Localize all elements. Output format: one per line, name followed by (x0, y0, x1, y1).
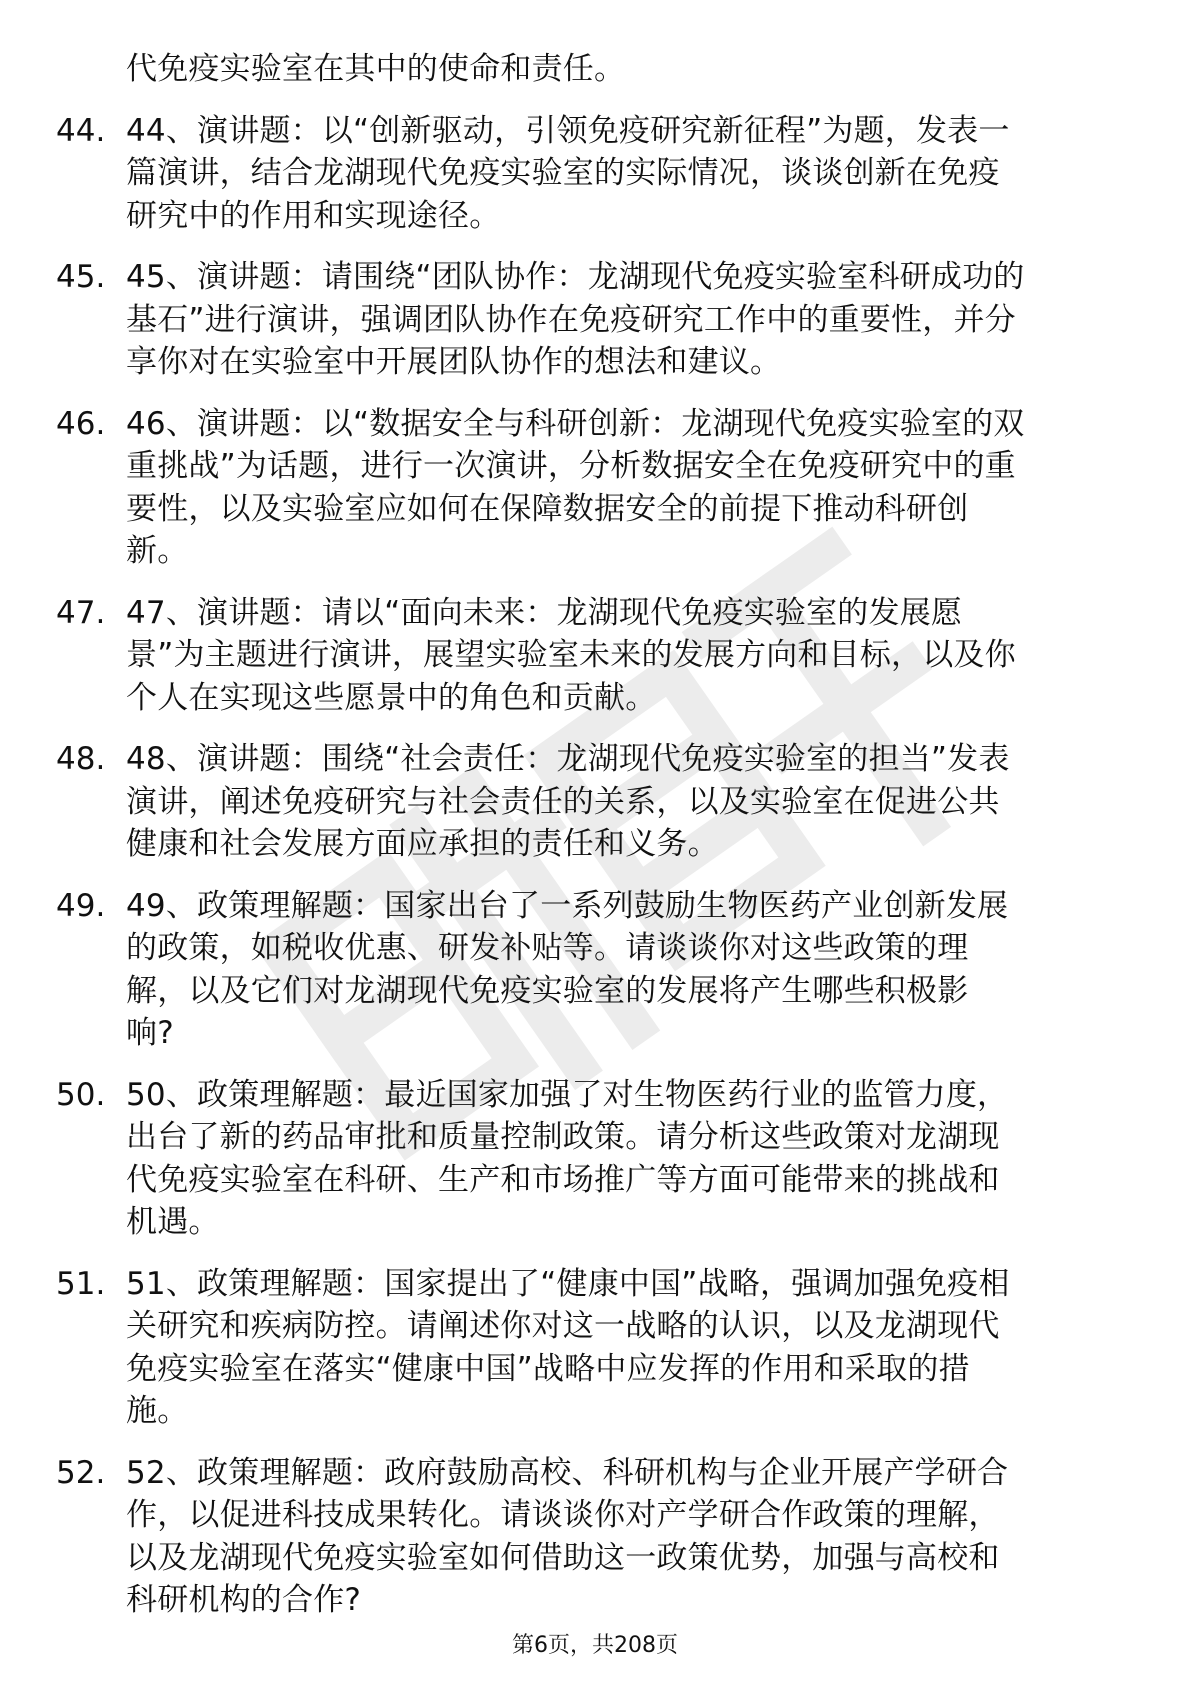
item-number: 45. (56, 259, 106, 295)
text-line: 49、政策理解题：国家出台了一系列鼓励生物医药产业创新发展 (126, 887, 1009, 924)
text-line: 50、政策理解题：最近国家加强了对生物医药行业的监管力度， (126, 1076, 1009, 1113)
text-line: 45、演讲题：请围绕“团队协作：龙湖现代免疫实验室科研成功的 (126, 259, 1025, 295)
text-line: 健康和社会发展方面应承担的责任和义务。 (126, 826, 719, 862)
item-number: 49. (56, 887, 106, 924)
list-item-46 (0, 403, 1126, 573)
item-number: 50. (56, 1076, 106, 1113)
text-line: 响? (126, 1015, 174, 1051)
item-number: 51. (56, 1265, 106, 1302)
text-line: 代免疫实验室在科研、生产和市场推广等方面可能带来的挑战和 (126, 1161, 1000, 1198)
text-line: 44、演讲题：以“创新驱动，引领免疫研究新征程”为题，发表一 (126, 112, 1010, 149)
list-item-45 (0, 256, 1126, 384)
text-line: 要性，以及实验室应如何在保障数据安全的前提下推动科研创 (126, 490, 969, 527)
text-line: 个人在实现这些愿景中的角色和贡献。 (126, 679, 657, 716)
text-line: 篇演讲，结合龙湖现代免疫实验室的实际情况，谈谈创新在免疫 (126, 155, 1000, 191)
list-item-51 (0, 1263, 1126, 1433)
text-line: 享你对在实验室中开展团队协作的想法和建议。 (126, 344, 782, 380)
text-line: 以及龙湖现代免疫实验室如何借助这一政策优势，加强与高校和 (126, 1539, 1000, 1576)
text-line: 解，以及它们对龙湖现代免疫实验室的发展将产生哪些积极影 (126, 972, 969, 1009)
list-item-47 (0, 592, 1126, 720)
list-item-49 (0, 885, 1126, 1055)
list-item-50 (0, 1074, 1126, 1244)
page-footer (0, 1631, 1190, 1661)
item-number: 47. (56, 594, 106, 631)
text-line: 基石”进行演讲，强调团队协作在免疫研究工作中的重要性，并分 (126, 301, 1016, 338)
text-line: 52、政策理解题：政府鼓励高校、科研机构与企业开展产学研合 (126, 1454, 1009, 1491)
text-line: 新。 (126, 533, 189, 569)
text-line: 关研究和疾病防控。请阐述你对这一战略的认识，以及龙湖现代 (126, 1308, 1000, 1344)
list-item-44 (0, 110, 1126, 238)
page-number-label: 第6页，共208页 (512, 1633, 678, 1658)
text-line: 施。 (126, 1393, 189, 1429)
text-line: 科研机构的合作? (126, 1582, 362, 1618)
document-content (0, 48, 1190, 1622)
text-line: 景”为主题进行演讲，展望实验室未来的发展方向和目标，以及你 (126, 637, 1016, 673)
text-line: 46、演讲题：以“数据安全与科研创新：龙湖现代免疫实验室的双 (126, 405, 1025, 442)
text-line: 演讲，阐述免疫研究与社会责任的关系，以及实验室在促进公共 (126, 783, 1000, 820)
continuation-text (126, 48, 1126, 91)
text-line: 出台了新的药品审批和质量控制政策。请分析这些政策对龙湖现 (126, 1119, 1000, 1155)
text-line: 代免疫实验室在其中的使命和责任。 (126, 51, 626, 87)
item-number: 48. (56, 741, 106, 777)
list-item-48 (0, 738, 1126, 866)
item-number: 44. (56, 112, 106, 149)
item-number: 52. (56, 1454, 106, 1491)
text-line: 免疫实验室在落实“健康中国”战略中应发挥的作用和采取的措 (126, 1350, 970, 1387)
text-line: 重挑战”为话题，进行一次演讲，分析数据安全在免疫研究中的重 (126, 448, 1016, 484)
text-line: 48、演讲题：围绕“社会责任：龙湖现代免疫实验室的担当”发表 (126, 741, 1010, 777)
text-line: 机遇。 (126, 1204, 220, 1240)
text-line: 51、政策理解题：国家提出了“健康中国”战略，强调加强免疫相 (126, 1265, 1010, 1302)
text-line: 研究中的作用和实现途径。 (126, 197, 501, 234)
list-item-52 (0, 1452, 1126, 1622)
item-number: 46. (56, 405, 106, 442)
text-line: 作，以促进科技成果转化。请谈谈你对产学研合作政策的理解， (126, 1497, 1000, 1533)
text-line: 47、演讲题：请以“面向未来：龙湖现代免疫实验室的发展愿 (126, 594, 963, 631)
text-line: 的政策，如税收优惠、研发补贴等。请谈谈你对这些政策的理 (126, 930, 969, 966)
